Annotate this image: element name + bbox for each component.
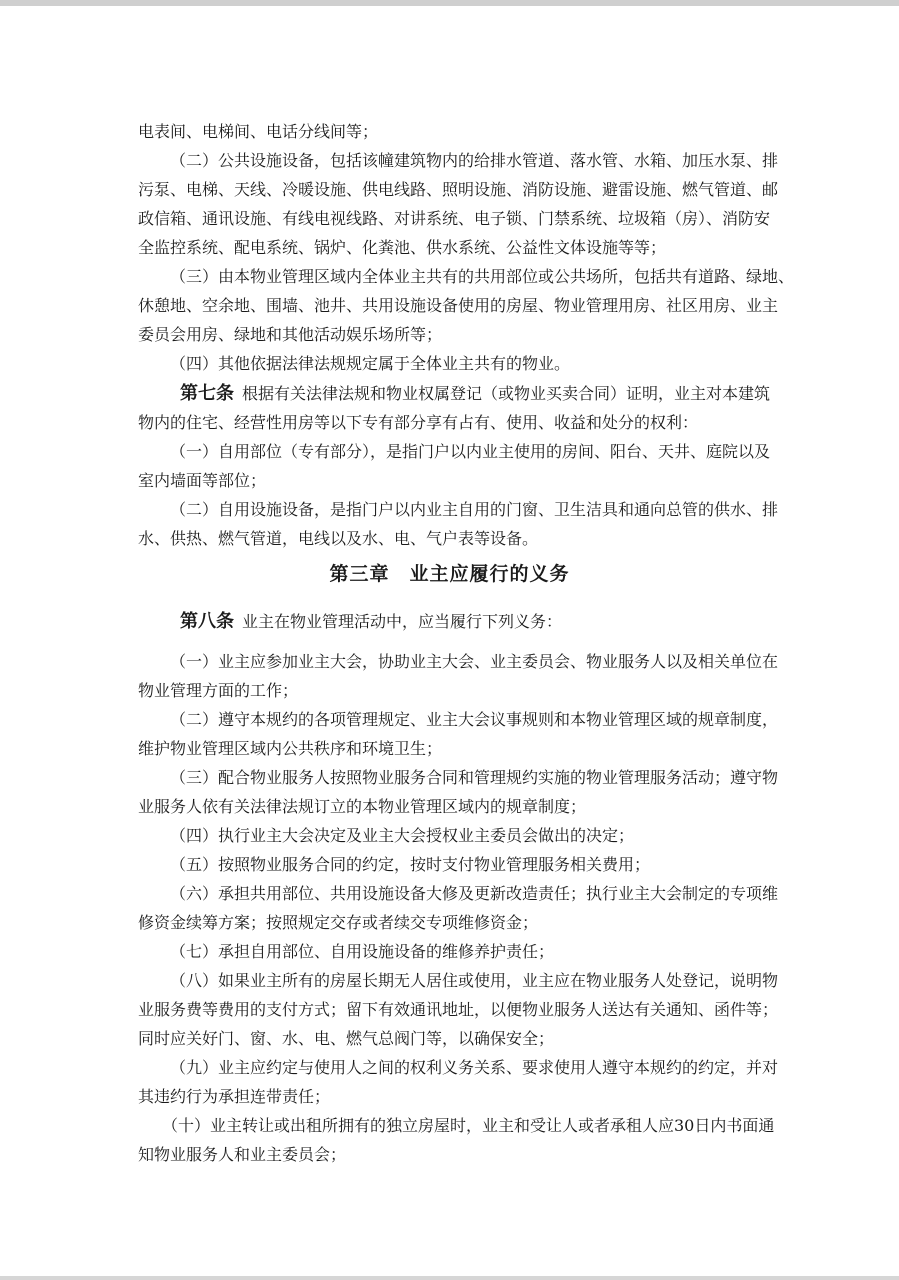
- text-line: 休憩地、空余地、围墙、池井、共用设施设备使用的房屋、物业管理用房、社区用房、业主: [138, 296, 779, 315]
- article-7-text: 根据有关法律法规和物业权属登记（或物业买卖合同）证明，业主对本建筑: [242, 384, 771, 403]
- text-line: （十）业主转让或出租所拥有的独立房屋时，业主和受让人或者承租人应30日内书面通: [162, 1116, 775, 1135]
- article-7-first-line: [180, 384, 770, 404]
- article-8-text: 业主在物业管理活动中，应当履行下列义务：: [242, 612, 563, 631]
- text-line: 污泵、电梯、天线、冷暖设施、供电线路、照明设施、消防设施、避雷设施、燃气管道、邮: [138, 180, 779, 199]
- text-line: （五）按照物业服务合同的约定，按时支付物业管理服务相关费用；: [170, 855, 651, 874]
- text-line: 委员会用房、绿地和其他活动娱乐场所等；: [138, 325, 443, 344]
- article-8-first-line: [180, 612, 562, 632]
- text-line: （二）自用设施设备，是指门户以内业主自用的门窗、卫生洁具和通向总管的供水、排: [170, 500, 779, 519]
- text-line: 全监控系统、配电系统、锅炉、化粪池、供水系统、公益性文体设施等等；: [138, 238, 667, 257]
- text-line: 政信箱、通讯设施、有线电视线路、对讲系统、电子锁、门禁系统、垃圾箱（房）、消防安: [138, 209, 771, 228]
- article-8-heading: 第八条: [180, 611, 234, 632]
- text-line: 物内的住宅、经营性用房等以下专有部分享有占有、使用、收益和处分的权利：: [138, 413, 699, 432]
- text-line: 知物业服务人和业主委员会；: [138, 1145, 347, 1164]
- text-line: （三）配合物业服务人按照物业服务合同和管理规约实施的物业管理服务活动；遵守物: [170, 768, 779, 787]
- text-line: 室内墙面等部位；: [138, 471, 267, 490]
- text-line: （四）其他依据法律法规规定属于全体业主共有的物业。: [170, 354, 571, 373]
- text-line: （二）公共设施设备，包括该幢建筑物内的给排水管道、落水管、水箱、加压水泵、排: [170, 151, 779, 170]
- text-line: （二）遵守本规约的各项管理规定、业主大会议事规则和本物业管理区域的规章制度，: [170, 710, 779, 729]
- text-line: （三）由本物业管理区域内全体业主共有的共用部位或公共场所，包括共有道路、绿地、: [170, 267, 795, 286]
- text-line: 其违约行为承担连带责任；: [138, 1087, 331, 1106]
- text-line: 水、供热、燃气管道，电线以及水、电、气户表等设备。: [138, 529, 539, 548]
- text-line: 维护物业管理区域内公共秩序和环境卫生；: [138, 739, 443, 758]
- text-line: 电表间、电梯间、电话分线间等；: [138, 122, 379, 141]
- text-line: （八）如果业主所有的房屋长期无人居住或使用，业主应在物业服务人处登记，说明物: [170, 971, 779, 990]
- text-line: （六）承担共用部位、共用设施设备大修及更新改造责任；执行业主大会制定的专项维: [170, 884, 779, 903]
- text-line: （七）承担自用部位、自用设施设备的维修养护责任；: [170, 942, 555, 961]
- bottom-border: [0, 1276, 899, 1280]
- chapter-title: 第三章 业主应履行的义务: [329, 563, 570, 585]
- text-line: 业服务费等费用的支付方式；留下有效通讯地址，以便物业服务人送达有关通知、函件等；: [138, 1000, 779, 1019]
- text-line: （一）自用部位（专有部分），是指门户以内业主使用的房间、阳台、天井、庭院以及: [170, 442, 771, 461]
- text-line: 业服务人依有关法律法规订立的本物业管理区域内的规章制度；: [138, 797, 587, 816]
- article-7-heading: 第七条: [180, 383, 234, 404]
- text-line: （四）执行业主大会决定及业主大会授权业主委员会做出的决定；: [170, 826, 635, 845]
- text-line: 同时应关好门、窗、水、电、燃气总阀门等，以确保安全；: [138, 1029, 555, 1048]
- text-line: （一）业主应参加业主大会，协助业主大会、业主委员会、物业服务人以及相关单位在: [170, 652, 779, 671]
- text-line: 修资金续筹方案；按照规定交存或者续交专项维修资金；: [138, 913, 539, 932]
- text-line: 物业管理方面的工作；: [138, 681, 299, 700]
- text-line: （九）业主应约定与使用人之间的权利义务关系、要求使用人遵守本规约的约定，并对: [170, 1058, 779, 1077]
